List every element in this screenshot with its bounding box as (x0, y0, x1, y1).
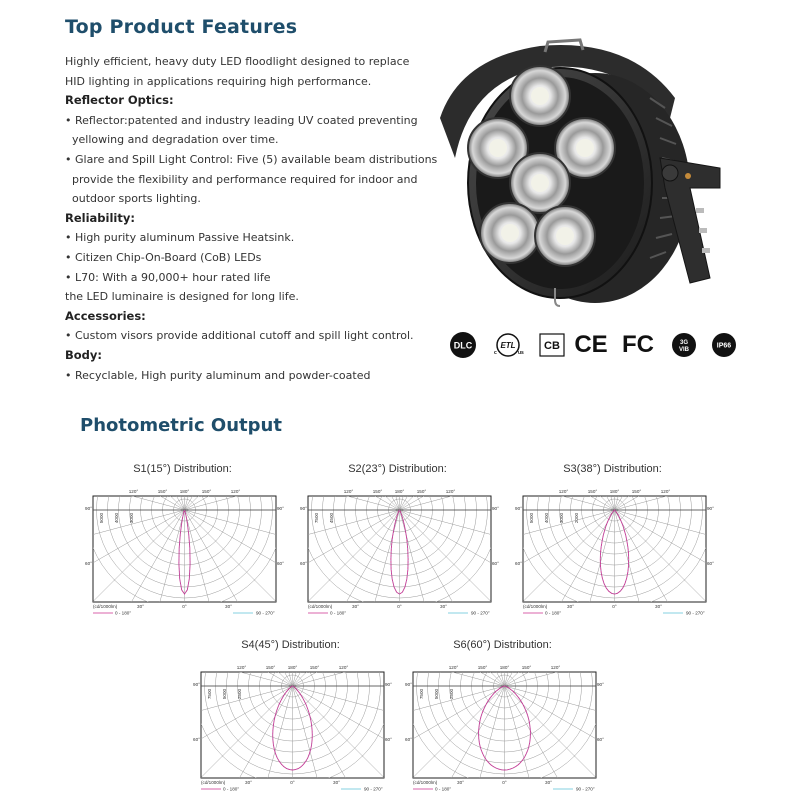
vibration-logo (669, 330, 699, 360)
angle-label-bottom: 30° (333, 780, 340, 785)
side-angle-label: 90° (597, 682, 604, 687)
ce-logo: CE (574, 331, 608, 358)
legend-label: 90 - 270° (686, 610, 705, 616)
radial-value-label: 3000 (129, 512, 134, 524)
side-angle-label: 60° (492, 561, 499, 566)
section-heading: Accessories: (65, 308, 146, 323)
ip66-text: IP66 (716, 342, 732, 350)
dlc-logo (447, 330, 479, 360)
angle-label-bottom: 30° (137, 604, 144, 609)
vib-bottom-text: VIB (678, 347, 690, 353)
angle-label-top: 120° (230, 489, 241, 494)
feature-line: outdoor sports lighting. (72, 192, 201, 206)
angle-label-top: 180° (499, 665, 510, 670)
angle-label-bottom: 0° (612, 604, 617, 609)
chart-title: S6(60°) Distribution: (453, 639, 552, 651)
side-angle-label: 90° (300, 506, 307, 511)
side-angle-label: 60° (405, 737, 412, 742)
angle-label-top: 150° (416, 489, 427, 494)
feature-line: • Recyclable, High purity aluminum and powder-coated (65, 368, 371, 382)
angle-label-top: 180° (609, 489, 620, 494)
grid-spoke (615, 411, 714, 510)
polar-chart-s1 (85, 463, 284, 633)
side-angle-label: 90° (515, 506, 522, 511)
polar-chart-s3 (515, 463, 714, 633)
grid-spoke (615, 389, 685, 510)
features-list (65, 52, 445, 385)
unit-label: (cd/1000lm) (308, 604, 333, 609)
angle-label-top: 120° (550, 665, 561, 670)
chart-svg (193, 659, 392, 809)
radial-value-label: 4000 (114, 512, 119, 524)
side-angle-label: 90° (707, 506, 714, 511)
side-angle-label: 60° (707, 561, 714, 566)
radial-value-label: 4500 (329, 512, 334, 524)
side-angle-label: 90° (85, 506, 92, 511)
angle-label-top: 180° (179, 489, 190, 494)
grid-spoke (301, 411, 400, 510)
angle-label-bottom: 30° (245, 780, 252, 785)
radial-value-label: 3000 (559, 512, 564, 524)
angle-label-bottom: 0° (502, 780, 507, 785)
side-angle-label: 90° (385, 682, 392, 687)
radial-value-label: 7500 (207, 688, 212, 700)
angle-label-top: 120° (343, 489, 354, 494)
grid-spoke (545, 389, 615, 510)
chart-svg (405, 659, 604, 809)
angle-label-bottom: 30° (352, 604, 359, 609)
radial-value-label: 2500 (237, 688, 242, 700)
angle-label-bottom: 30° (457, 780, 464, 785)
section-heading: Body: (65, 347, 102, 362)
dlc-logo-text: DLC (453, 340, 473, 351)
unit-label: (cd/1000lm) (201, 780, 226, 785)
floodlight-image (420, 38, 730, 308)
angle-label-top: 120° (338, 665, 349, 670)
angle-label-bottom: 30° (545, 780, 552, 785)
chart-title: S2(23°) Distribution: (348, 463, 447, 475)
angle-label-top: 150° (477, 665, 488, 670)
photometric-title: Photometric Output (80, 415, 282, 436)
legend-label: 0 - 180° (330, 610, 347, 616)
chart-svg (300, 483, 499, 633)
section-heading: Reliability: (65, 210, 135, 225)
angle-label-bottom: 0° (290, 780, 295, 785)
angle-label-bottom: 0° (182, 604, 187, 609)
angle-label-top: 180° (287, 665, 298, 670)
side-angle-label: 60° (385, 737, 392, 742)
angle-label-top: 120° (660, 489, 671, 494)
angle-label-bottom: 30° (225, 604, 232, 609)
cb-logo-text: CB (544, 340, 560, 352)
angle-label-top: 180° (394, 489, 405, 494)
feature-line: • Custom visors provide additional cutoff and spill light control. (65, 329, 414, 343)
side-angle-label: 90° (405, 682, 412, 687)
legend-label: 0 - 180° (223, 786, 240, 792)
side-angle-label: 90° (492, 506, 499, 511)
polar-chart-s4 (193, 639, 392, 809)
etl-logo (491, 330, 525, 360)
etl-us-text: us (518, 350, 524, 356)
section-heading: Reflector Optics: (65, 93, 174, 108)
etl-c-text: c (494, 350, 497, 356)
feature-line: • Reflector:patented and industry leading UV coated preventing (65, 113, 418, 127)
feature-line: • L70: With a 90,000+ hour rated life (65, 270, 271, 284)
side-angle-label: 60° (515, 561, 522, 566)
side-angle-label: 60° (85, 561, 92, 566)
grid-spoke (185, 389, 255, 510)
angle-label-top: 150° (521, 665, 532, 670)
radial-value-label: 7500 (314, 512, 319, 524)
feature-line: provide the flexibility and performance required for indoor and (72, 172, 418, 186)
grid-spoke (330, 389, 400, 510)
angle-label-bottom: 0° (397, 604, 402, 609)
feature-line: the LED luminaire is designed for long life. (65, 290, 299, 304)
angle-label-bottom: 30° (655, 604, 662, 609)
angle-label-top: 120° (128, 489, 139, 494)
angle-label-top: 120° (448, 665, 459, 670)
legend-label: 0 - 180° (435, 786, 452, 792)
unit-label: (cd/1000lm) (523, 604, 548, 609)
angle-label-top: 150° (631, 489, 642, 494)
chart-svg (85, 483, 284, 633)
polar-chart-s6 (405, 639, 604, 809)
feature-line: • High purity aluminum Passive Heatsink. (65, 231, 295, 245)
certification-logos (447, 330, 777, 360)
legend-label: 90 - 270° (576, 786, 595, 792)
grid-spoke (516, 411, 615, 510)
chart-title: S4(45°) Distribution: (241, 639, 340, 651)
chart-title: S3(38°) Distribution: (563, 463, 662, 475)
cb-logo (539, 330, 565, 360)
etl-logo-text: ETL (500, 341, 516, 350)
radial-value-label: 2500 (449, 688, 454, 700)
grid-spoke (400, 389, 470, 510)
legend-label: 90 - 270° (471, 610, 490, 616)
fcc-logo: FC (622, 331, 654, 358)
side-angle-label: 60° (193, 737, 200, 742)
angle-label-top: 150° (201, 489, 212, 494)
side-angle-label: 90° (277, 506, 284, 511)
radial-value-label: 2000 (574, 512, 579, 524)
angle-label-top: 150° (587, 489, 598, 494)
radial-value-label: 4000 (544, 512, 549, 524)
angle-label-top: 120° (558, 489, 569, 494)
radial-value-label: 7500 (419, 688, 424, 700)
intro-line: HID lighting in applications requiring high performance. (65, 74, 372, 88)
polar-chart-s2 (300, 463, 499, 633)
radial-value-label: 5000 (99, 512, 104, 524)
side-angle-label: 60° (597, 737, 604, 742)
angle-label-bottom: 30° (567, 604, 574, 609)
side-angle-label: 90° (193, 682, 200, 687)
radial-value-label: 5000 (529, 512, 534, 524)
side-angle-label: 60° (277, 561, 284, 566)
unit-label: (cd/1000lm) (93, 604, 118, 609)
intro-line: Highly efficient, heavy duty LED floodlight designed to replace (65, 55, 410, 68)
angle-label-top: 120° (445, 489, 456, 494)
chart-svg (515, 483, 714, 633)
ip66-logo (709, 330, 739, 360)
angle-label-top: 150° (157, 489, 168, 494)
feature-line: • Citizen Chip-On-Board (CoB) LEDs (65, 250, 262, 264)
side-angle-label: 60° (300, 561, 307, 566)
grid-spoke (115, 389, 185, 510)
angle-label-top: 150° (265, 665, 276, 670)
angle-label-top: 150° (309, 665, 320, 670)
radial-value-label: 5000 (434, 688, 439, 700)
legend-label: 90 - 270° (364, 786, 383, 792)
features-title: Top Product Features (65, 16, 298, 38)
legend-label: 0 - 180° (115, 610, 132, 616)
feature-line: • Glare and Spill Light Control: Five (5) available beam distributions (65, 152, 438, 166)
unit-label: (cd/1000lm) (413, 780, 438, 785)
grid-spoke (400, 411, 499, 510)
angle-label-top: 120° (236, 665, 247, 670)
angle-label-bottom: 30° (440, 604, 447, 609)
feature-line: yellowing and degradation over time. (72, 133, 279, 147)
legend-label: 0 - 180° (545, 610, 562, 616)
legend-label: 90 - 270° (256, 610, 275, 616)
vib-top-text: 3G (679, 340, 689, 346)
radial-value-label: 5000 (222, 688, 227, 700)
angle-label-top: 150° (372, 489, 383, 494)
chart-title: S1(15°) Distribution: (133, 463, 232, 475)
